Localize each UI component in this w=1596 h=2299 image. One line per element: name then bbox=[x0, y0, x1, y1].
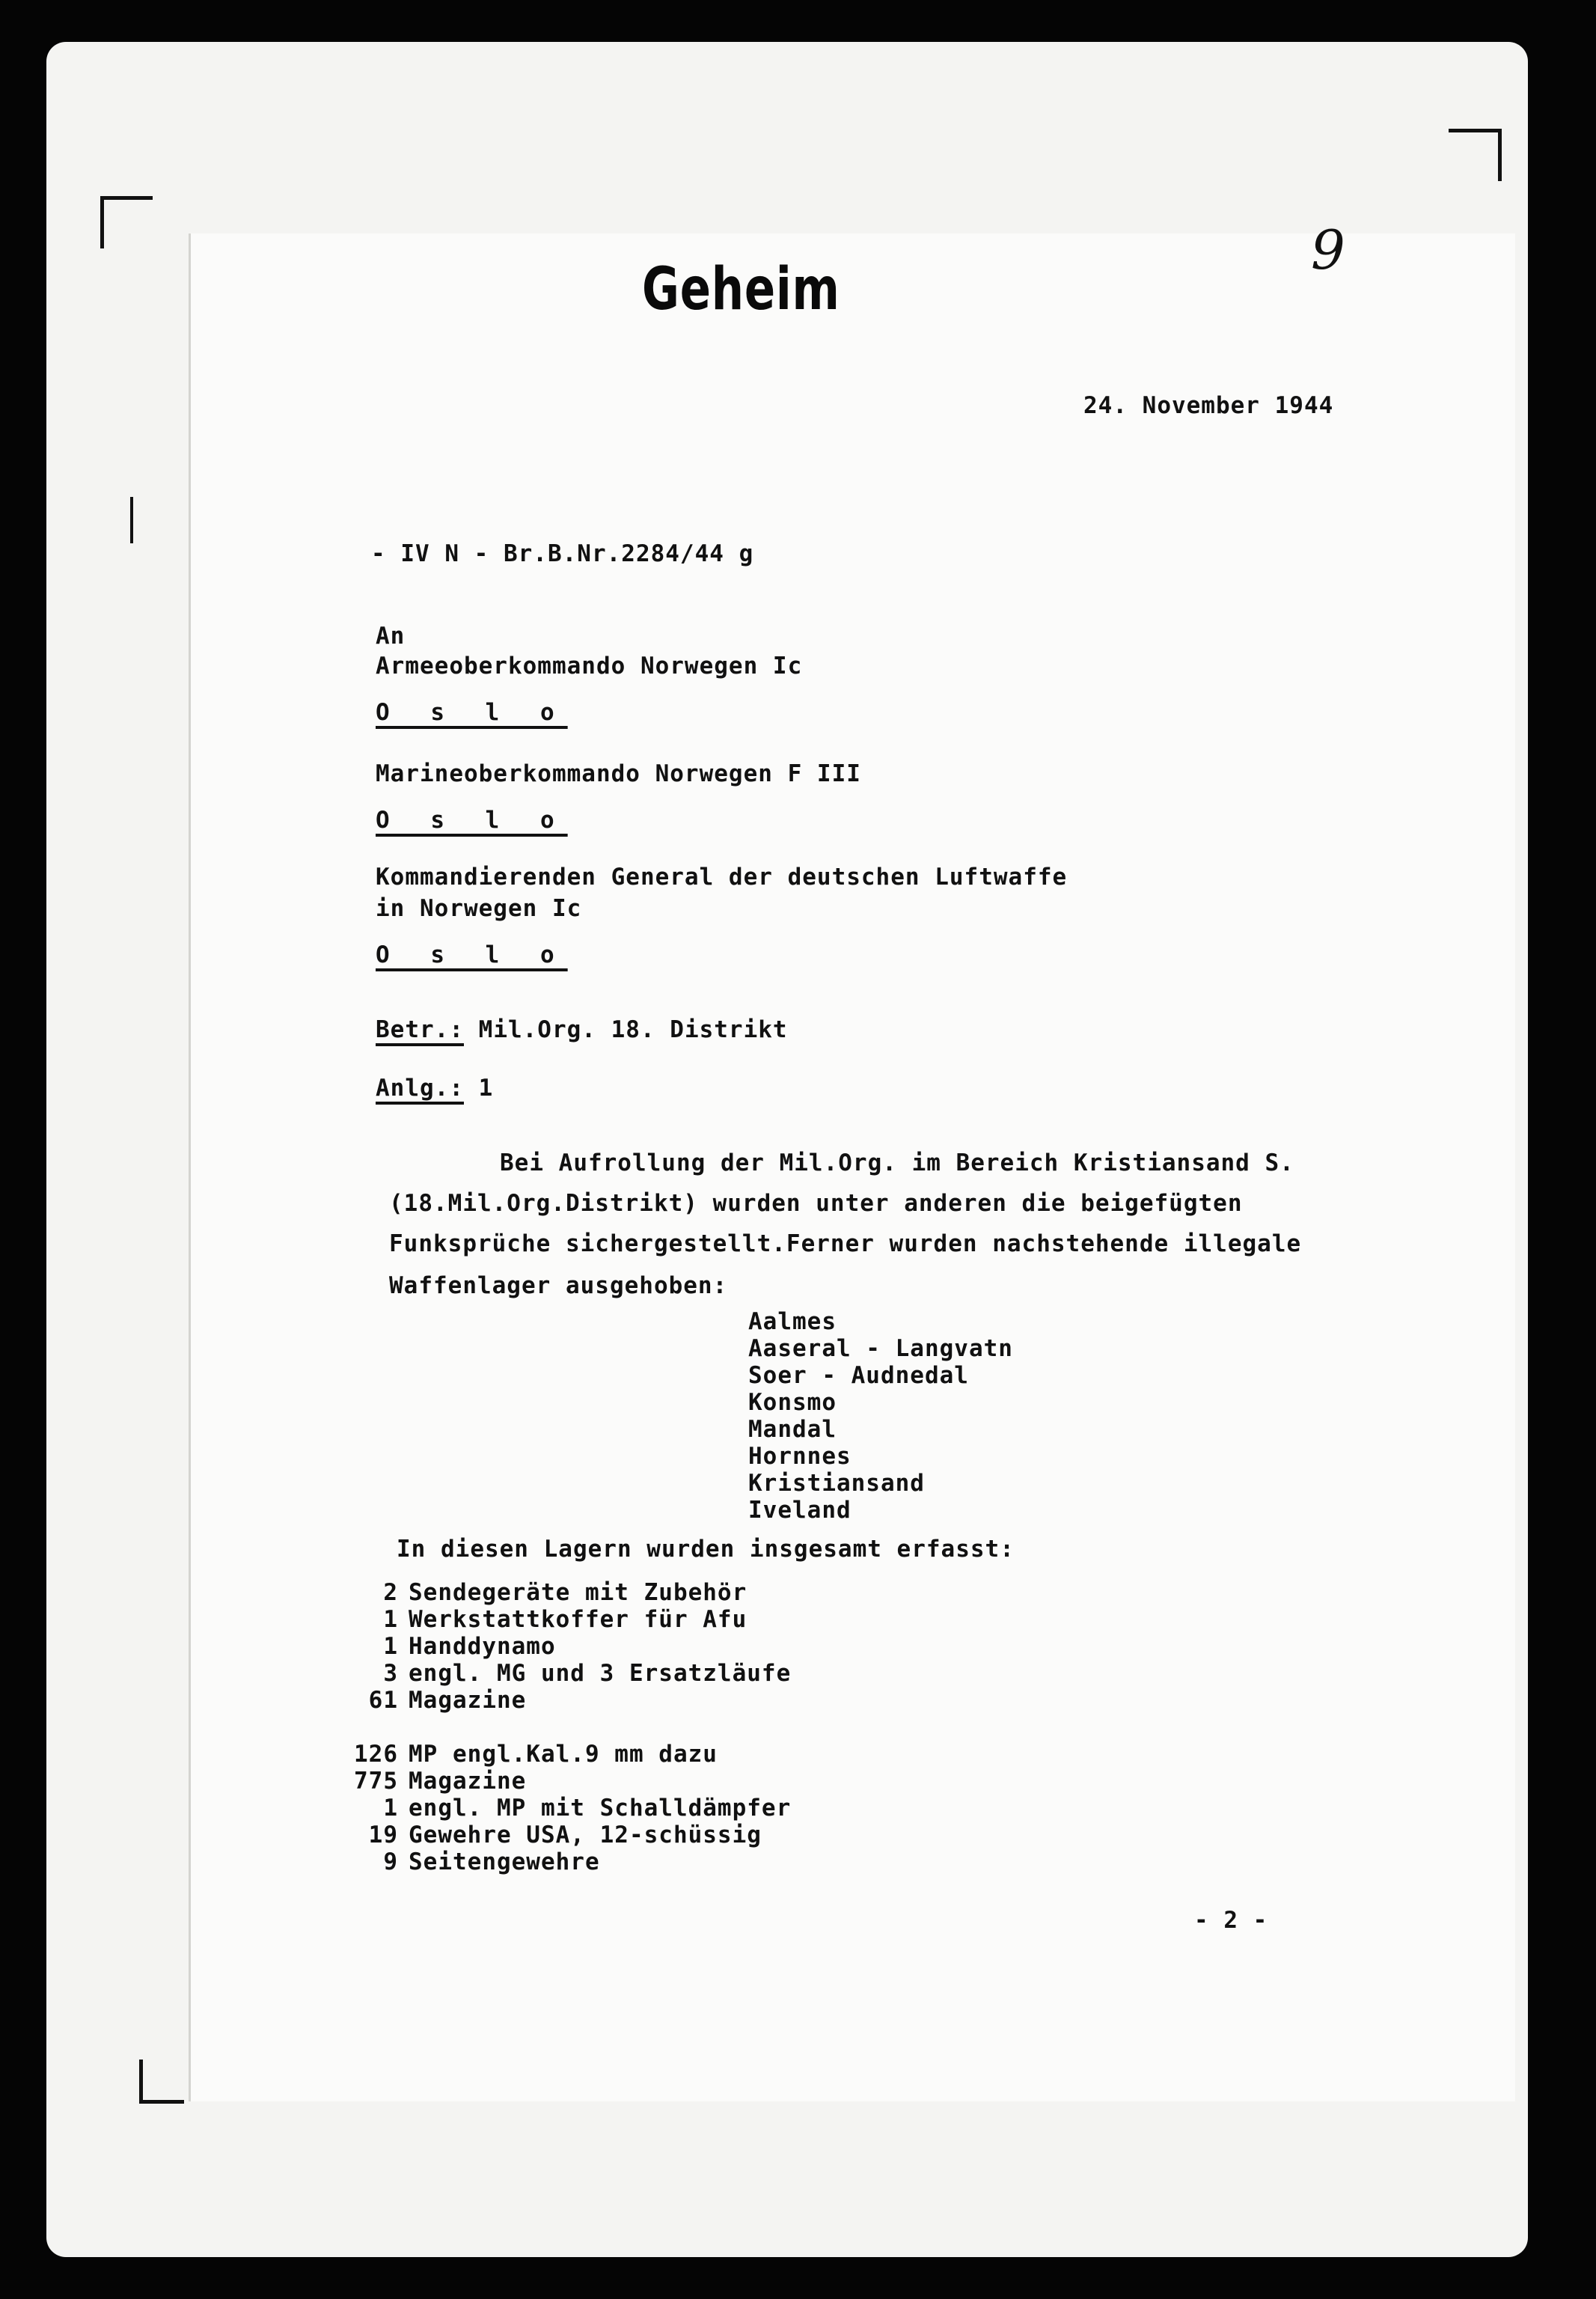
secret-stamp: Geheim bbox=[642, 256, 840, 323]
recipient-1-city: O s l o bbox=[376, 699, 568, 726]
subject-line bbox=[376, 1016, 788, 1043]
reference-number: - IV N - Br.B.Nr.2284/44 g bbox=[371, 540, 754, 567]
recipient-1-name: Armeeoberkommando Norwegen Ic bbox=[376, 653, 803, 680]
item-row: 3 engl. MG und 3 Ersatzläufe bbox=[383, 1660, 792, 1687]
subject-label: Betr.: bbox=[376, 1016, 464, 1043]
continuation-marker: - 2 - bbox=[1194, 1907, 1268, 1934]
crop-mark-top-left-h bbox=[100, 196, 153, 200]
crop-mark-bottom-left bbox=[139, 2060, 143, 2101]
location-item: Mandal bbox=[748, 1416, 837, 1443]
location-item: Soer - Audnedal bbox=[748, 1362, 969, 1389]
location-item: Kristiansand bbox=[748, 1470, 925, 1497]
location-item: Iveland bbox=[748, 1497, 851, 1524]
salutation: An bbox=[376, 623, 406, 650]
recipient-3-name: Kommandierenden General der deutschen Luftwaffe bbox=[376, 864, 1068, 891]
body-line-2: (18.Mil.Org.Distrikt) wurden unter anderen die beigefügten bbox=[389, 1190, 1243, 1217]
enclosure-value: 1 bbox=[478, 1075, 494, 1102]
crop-mark-top-right-v bbox=[1498, 129, 1502, 181]
recipient-2-city: O s l o bbox=[376, 807, 568, 834]
recipient-3-city: O s l o bbox=[376, 941, 568, 968]
item-row: 775 Magazine bbox=[354, 1768, 527, 1795]
letter-date: 24. November 1944 bbox=[1083, 392, 1334, 419]
recipient-3-name-line2: in Norwegen Ic bbox=[376, 895, 582, 922]
summary-intro: In diesen Lagern wurden insgesamt erfasst: bbox=[397, 1536, 1015, 1563]
crop-mark-bottom-left-h bbox=[139, 2100, 184, 2104]
crop-mark-top-left bbox=[100, 196, 104, 248]
item-row: 9 Seitengewehre bbox=[383, 1848, 600, 1875]
subject-value: Mil.Org. 18. Distrikt bbox=[478, 1016, 788, 1043]
body-line-1: Bei Aufrollung der Mil.Org. im Bereich Kristiansand S. bbox=[500, 1150, 1294, 1176]
item-row: 2 Sendegeräte mit Zubehör bbox=[383, 1579, 747, 1606]
enclosure-label: Anlg.: bbox=[376, 1075, 464, 1102]
page-number: 9 bbox=[1311, 219, 1345, 281]
item-row: 19 Gewehre USA, 12-schüssig bbox=[368, 1822, 762, 1848]
body-line-4: Waffenlager ausgehoben: bbox=[389, 1272, 728, 1299]
item-row: 1 engl. MP mit Schalldämpfer bbox=[383, 1795, 792, 1822]
item-row: 61 Magazine bbox=[368, 1687, 527, 1714]
crop-mark-top-right bbox=[1449, 129, 1501, 132]
location-item: Hornnes bbox=[748, 1443, 851, 1470]
item-row: 126 MP engl.Kal.9 mm dazu bbox=[354, 1741, 718, 1768]
item-row: 1 Werkstattkoffer für Afu bbox=[383, 1606, 747, 1633]
enclosure-line bbox=[376, 1075, 493, 1102]
body-line-3: Funksprüche sichergestellt.Ferner wurden nachstehende illegale bbox=[389, 1230, 1302, 1257]
crop-mark-left-mid bbox=[130, 497, 133, 543]
location-item: Aaseral - Langvatn bbox=[748, 1335, 1013, 1362]
recipient-2-name: Marineoberkommando Norwegen F III bbox=[376, 760, 861, 787]
location-item: Aalmes bbox=[748, 1308, 837, 1335]
location-item: Konsmo bbox=[748, 1389, 837, 1416]
item-row: 1 Handdynamo bbox=[383, 1633, 556, 1660]
